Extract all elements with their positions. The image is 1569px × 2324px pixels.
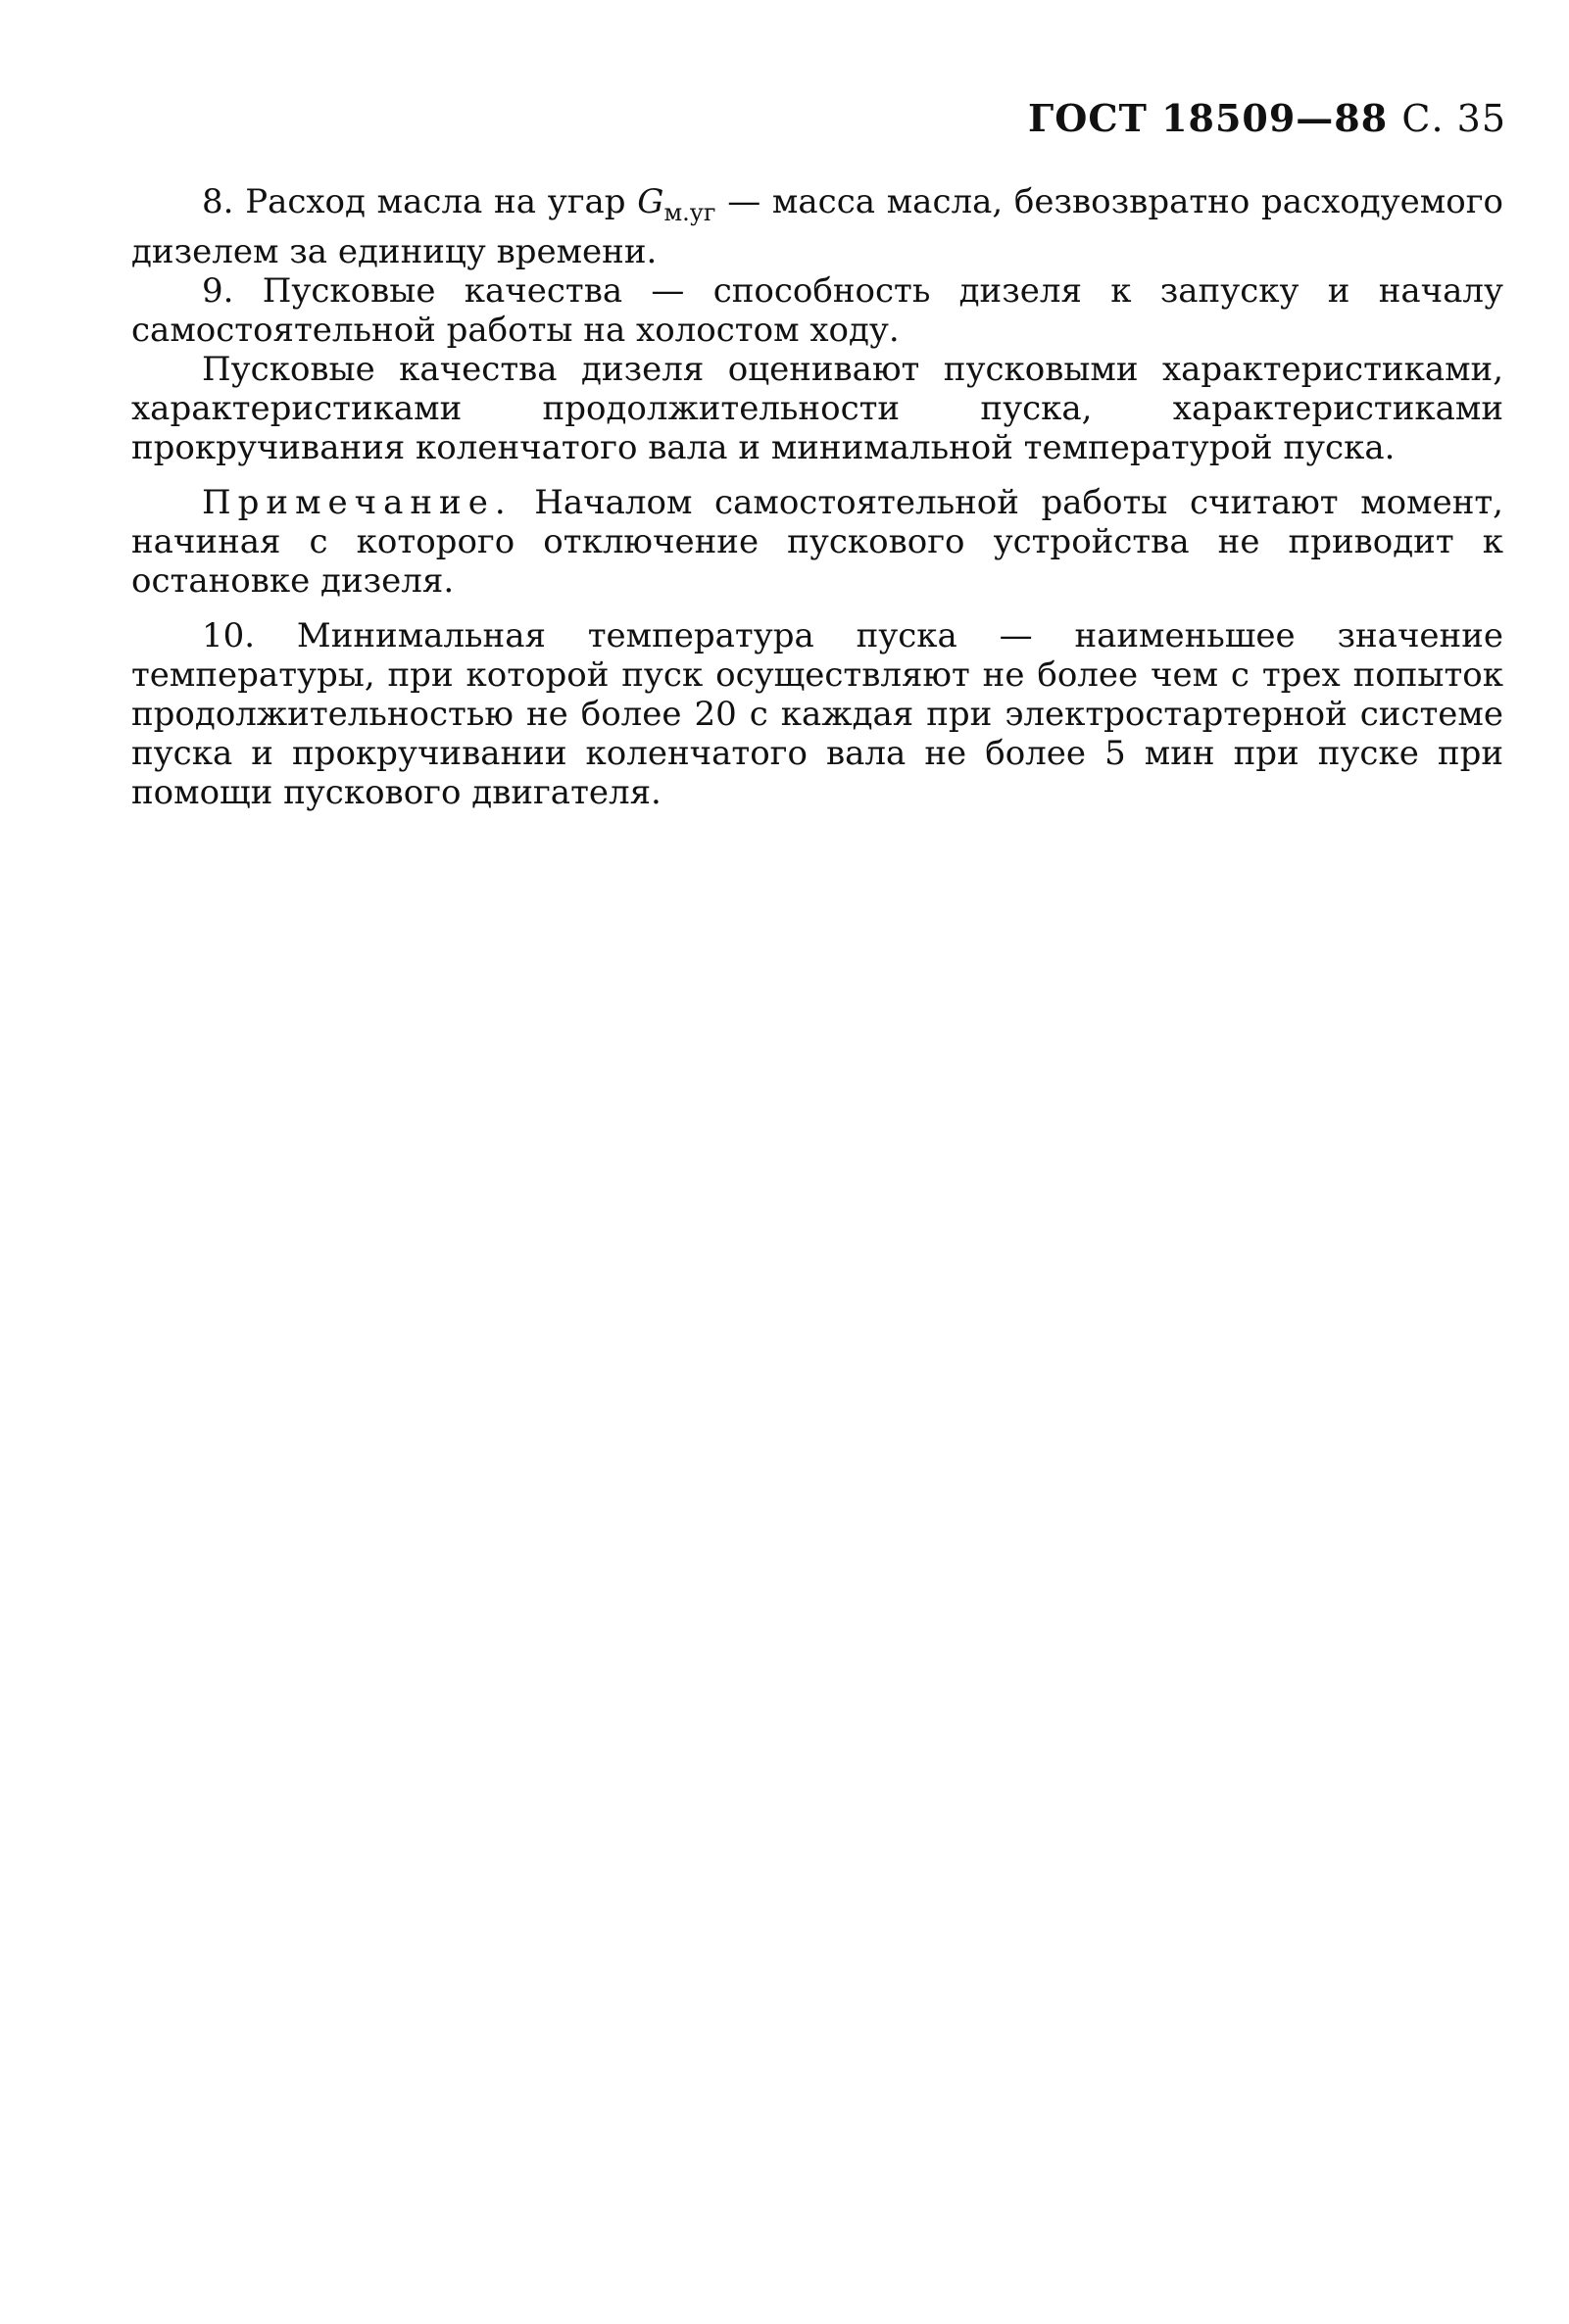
term-text: Расход масла на угар [245,182,626,221]
note-text: Началом самостоятельной работы считают момент, начиная с которого отключение пускового устройства не приводит к остановке дизеля. [131,482,1503,601]
symbol-subscript: м.уг [663,198,716,226]
definition-text: Пусковые качества — способность дизеля к запуску и началу самостоятельной работы на холостом ходу. [131,270,1503,350]
note-paragraph [131,483,1503,601]
standard-code: ГОСТ 18509—88 [1028,96,1389,140]
item-number: 8. [202,182,234,221]
symbol-letter: G [637,182,664,221]
definition-text: — масса масла, безвозвратно расходуемого дизелем за единицу времени. [131,182,1504,271]
paragraph-item-9 [131,271,1503,350]
paragraph-item-9-continued: Пусковые качества дизеля оценивают пусковыми характеристиками, характеристиками продолжительности пуска, характеристиками прокручивания коленчатого вала и минимальной температурой пуска. [131,349,1503,467]
definition-text: Минимальная температура пуска — наименьшее значение температуры, при которой пуск осуществляют не более чем с трех попыток продолжительностью не более 20 с каждая при электростартерной системе пуска и прокручивании коленчатого вала не более 5 мин при пуске при помощи пускового двигателя. [131,615,1503,812]
item-number: 9. [202,270,234,311]
paragraph-item-10 [131,616,1503,812]
item-number: 10. [202,615,256,655]
paragraph-item-8 [131,182,1503,271]
page-header [1028,96,1506,140]
document-body [131,182,1503,812]
page-number: С. 35 [1401,97,1506,140]
note-label: Примечание. [202,482,513,522]
symbol [637,182,716,226]
